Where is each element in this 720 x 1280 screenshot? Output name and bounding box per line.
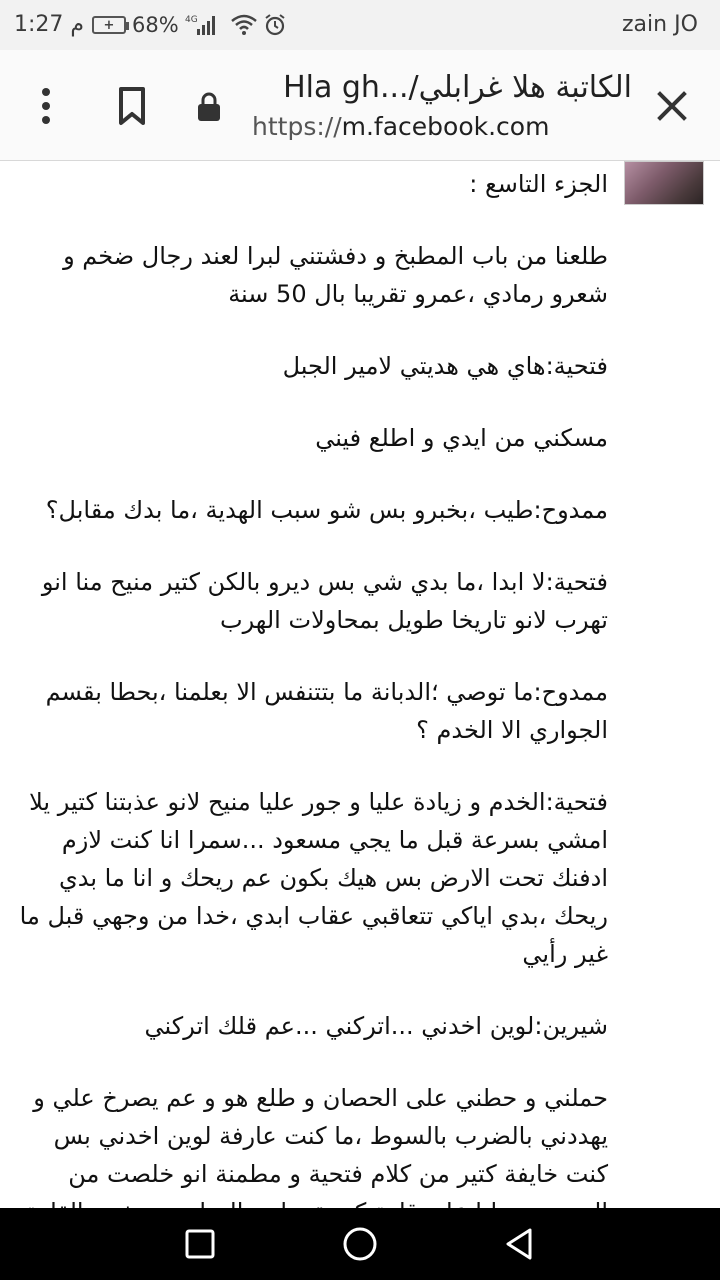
post-paragraph: حملني و حطني على الحصان و طلع هو و عم يصرخ علي و يهددني بالضرب بالسوط ،ما كنت عارفة لوين اخدني بس كنت خايفة كتير من كلام فتحية و مطمنة انو خلصت من (33, 1084, 608, 1188)
clock: 1:27 م (14, 12, 85, 37)
battery-percent: 68% (132, 13, 179, 37)
lock-icon (196, 92, 222, 122)
home-icon[interactable] (340, 1224, 380, 1264)
page-title[interactable]: الكاتبة هلا غرابلي/...Hla gh (283, 70, 632, 105)
page-url[interactable] (252, 112, 549, 141)
post-paragraph: فتحية:لا ابدا ،ما بدي شي بس ديرو بالكن كتير منيح منا انو تهرب لانو تاريخا طويل بمحاولات الهرب (41, 568, 608, 634)
post-paragraph: فتحية:الخدم و زيادة عليا و جور عليا منيح لانو عذبتنا كتير يلا امشي بسرعة قبل ما يجي مسعود ...سمرا انا كنت لازم ادفنك تحت الارض بس هيك بكون عم ريحك و انا ما بدي ريحك ،بدي اياكي تتعاقبي عقاب ابدي ،خدا من وجهي قبل ما غير رأيي (19, 788, 608, 968)
post-content (0, 161, 720, 1208)
post-paragraph: شيرين:لوين اخدني ...اتركني ...عم قلك اتركني (144, 1012, 608, 1040)
signal-icon (185, 13, 225, 37)
browser-header (0, 50, 720, 161)
url-host: m.facebook.com (341, 112, 550, 141)
post-paragraph: الجزء التاسع : (469, 170, 608, 198)
close-icon[interactable] (652, 86, 692, 126)
url-scheme: https:// (252, 112, 342, 141)
alarm-icon (263, 13, 287, 37)
recents-icon[interactable] (180, 1224, 220, 1264)
post-paragraph: فتحية:هاي هي هديتي لامير الجبل (282, 352, 608, 380)
network-type: 4G (184, 15, 198, 25)
system-nav-bar (0, 1208, 720, 1280)
post-text (18, 165, 608, 1265)
back-icon[interactable] (500, 1224, 540, 1264)
profile-thumbnail[interactable] (624, 161, 704, 205)
bookmark-icon[interactable] (114, 86, 150, 126)
status-bar (0, 0, 720, 50)
post-paragraph: مسكني من ايدي و اطلع فيني (315, 424, 608, 452)
wifi-icon (231, 14, 257, 36)
post-paragraph: ممدوح:طيب ،بخبرو بس شو سبب الهدية ،ما بدك مقابل؟ (45, 496, 608, 524)
post-paragraph: طلعنا من باب المطبخ و دفشتني لبرا لعند رجال ضخم و شعرو رمادي ،عمرو تقريبا بال 50 سنة (63, 242, 608, 308)
status-icons (92, 12, 287, 38)
more-vert-icon[interactable] (30, 86, 62, 126)
post-paragraph: ممدوح:ما توصي ؛الدبانة ما بتتنفس الا بعلمنا ،بحطا بقسم الجواري الا الخدم ؟ (45, 678, 608, 744)
carrier-name: zain JO (622, 12, 698, 37)
battery-icon: + (92, 16, 126, 34)
